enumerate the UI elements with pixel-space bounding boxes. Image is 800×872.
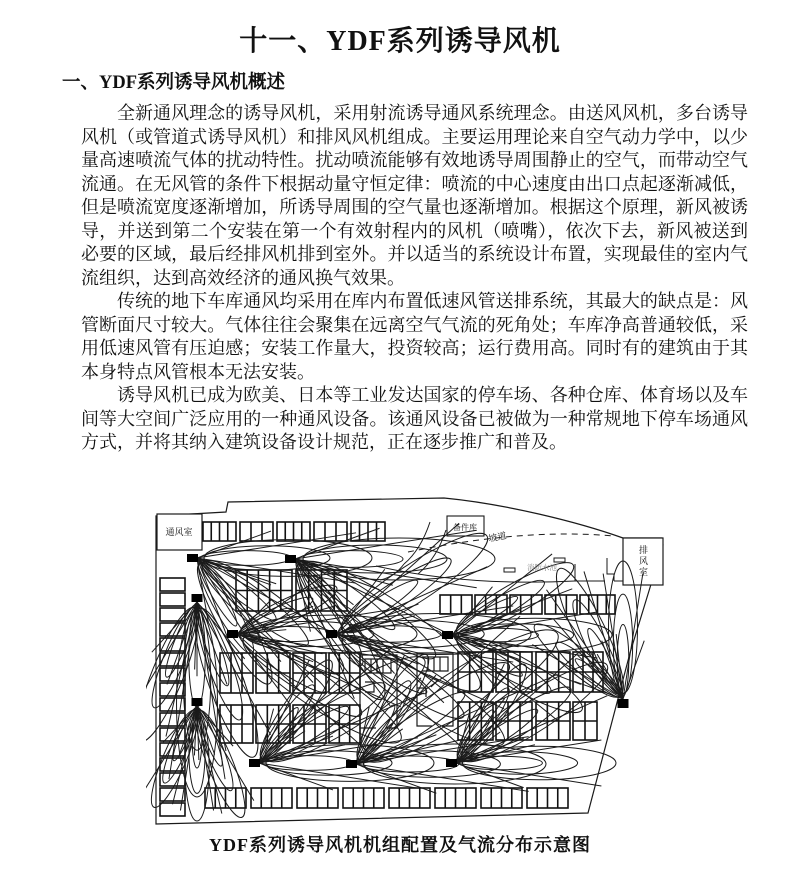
induction-fan-unit [227,630,238,638]
parking-stall-group [160,593,185,606]
parking-stall-group [481,788,522,808]
ramp-label: 坡道 [487,530,508,544]
parking-stall-group [203,522,236,541]
spare-parts-label: 备件库 [453,523,477,532]
parking-stall-group [389,788,430,808]
parking-stall-group [160,773,185,786]
exhaust-room-label: 排风室 [638,545,648,578]
garage-airflow-diagram [146,492,668,832]
induction-fan-unit [346,760,357,768]
parking-stall-group [160,713,185,726]
supply-room-label: 通风室 [165,527,193,537]
parking-stall-group [343,788,384,808]
parking-stall-group [435,788,476,808]
parking-stall-group [160,788,185,801]
induction-fan-unit [192,594,203,602]
paragraph-2: 传统的地下车库通风均采用在库内布置低速风管送排系统，其最大的缺点是：风管断面尺寸较大。气体往往会聚集在远离空气气流的死角处；车库净高普通较低，采用低速风管有压迫感；安装工作量大，投资较高；运行费用高。同时有的建筑由于其本身特点风管根本无法安装。 [81,291,748,382]
parking-stall-group [251,788,292,808]
parking-stall-group [297,788,338,808]
induction-fan-unit [446,759,457,767]
air-jet-lobe [524,612,635,713]
parking-stall-group [440,595,472,614]
parking-stall-group [314,522,347,541]
fire-pool-label: 消防水池 [527,563,557,572]
body-text [81,102,748,455]
parking-stall-group [160,728,185,741]
induction-fan-unit [326,630,337,638]
induction-fan-unit [442,631,453,639]
parking-stall-group [527,788,568,808]
induction-fan-unit [249,759,260,767]
paragraph-1: 全新通风理念的诱导风机，采用射流诱导通风系统理念。由送风风机，多台诱导风机（或管道式诱导风机）和排风风机组成。主要运用理论来自空气动力学中，以少量高速喷流气体的扰动特性。扰动喷流能够有效地诱导周围静止的空气，而带动空气流通。在无风管的条件下根据动量守恒定律：喷流的中心速度由出口点起逐渐减低，但是喷流宽度逐渐增加，所诱导周围的空气量也逐渐增加。根据这个原理，新风被诱导，并送到第二个安装在第一个有效射程内的风机（喷嘴），依次下去，新风被送到必要的区域，最后经排风机排到室外。并以适当的系统设计布置，实现最佳的室内气流组织，达到高效经济的通风换气效果。 [81,103,748,288]
figure-caption: YDF系列诱导风机机组配置及气流分布示意图 [209,835,591,855]
parking-stall-group [160,683,185,696]
induction-fan-unit [285,555,296,563]
parking-stall-group [277,522,310,541]
parking-stall-group [573,702,597,740]
diagram-rooms [157,514,663,585]
section-heading: 一、YDF系列诱导风机概述 [62,73,286,93]
parking-stall-group [160,578,185,591]
induction-fan-unit [192,698,203,706]
paragraph-3: 诱导风机已成为欧美、日本等工业发达国家的停车场、各种仓库、体育场以及车间等大空间广泛应用的一种通风设备。该通风设备已被做为一种常规地下停车场通风方式，并将其纳入建筑设备设计规范，正在逐步推广和普及。 [81,385,748,452]
induction-fan-unit [187,554,198,562]
parking-stall-group [240,522,273,541]
page-title: 十一、YDF系列诱导风机 [239,26,561,57]
induction-fan-unit [618,699,629,708]
